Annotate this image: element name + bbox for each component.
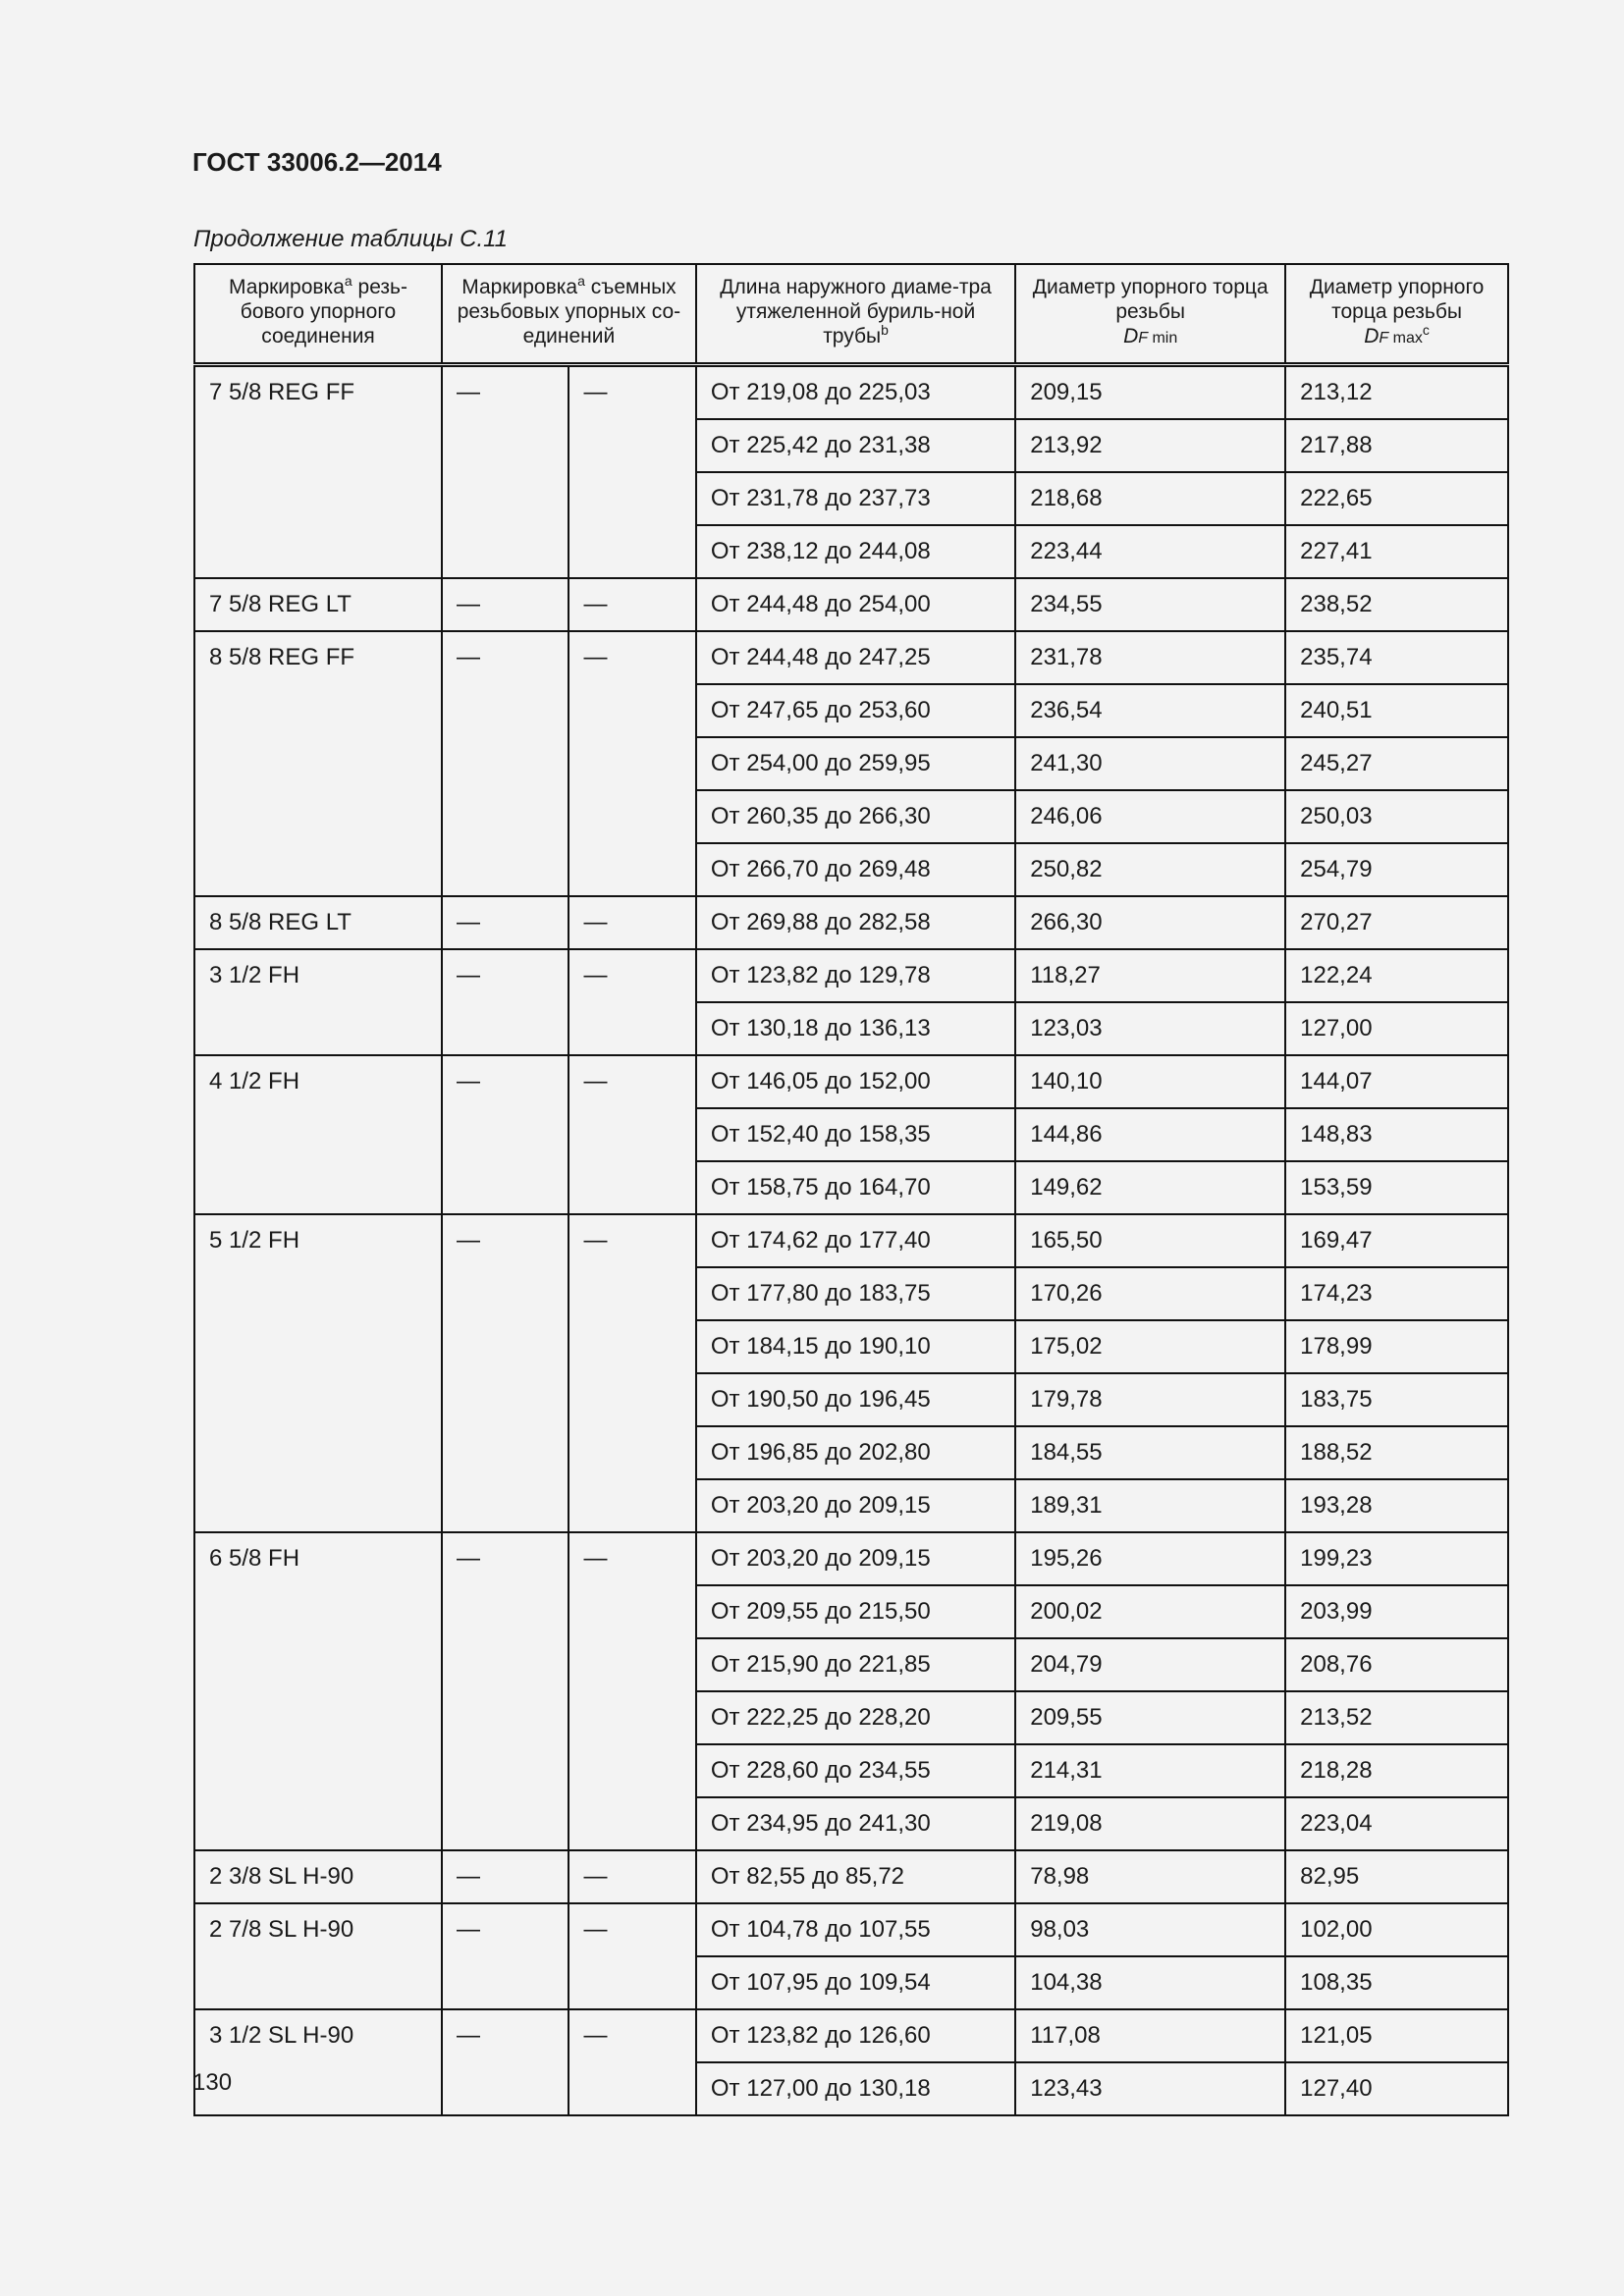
- cell-removable-2: —: [568, 896, 695, 949]
- table-caption: Продолжение таблицы С.11: [193, 226, 509, 252]
- table-row: [194, 1532, 1508, 1585]
- cell-dmin: 219,08: [1015, 1797, 1285, 1850]
- cell-dmin: 170,26: [1015, 1267, 1285, 1320]
- cell-removable-1: —: [442, 949, 568, 1055]
- cell-marking: 4 1/2 FH: [194, 1055, 442, 1214]
- cell-length-range: От 196,85 до 202,80: [696, 1426, 1015, 1479]
- cell-length-range: От 244,48 до 254,00: [696, 578, 1015, 631]
- cell-dmax: 217,88: [1285, 419, 1508, 472]
- cell-removable-2: —: [568, 631, 695, 896]
- cell-length-range: От 244,48 до 247,25: [696, 631, 1015, 684]
- cell-dmin: 123,03: [1015, 1002, 1285, 1055]
- cell-dmin: 241,30: [1015, 737, 1285, 790]
- cell-dmin: 98,03: [1015, 1903, 1285, 1956]
- cell-dmax: 174,23: [1285, 1267, 1508, 1320]
- header-dmin: Диаметр упорного торца резьбы DF min: [1015, 264, 1285, 364]
- page-number: 130: [192, 2069, 233, 2096]
- cell-removable-2: —: [568, 364, 695, 578]
- cell-dmax: 222,65: [1285, 472, 1508, 525]
- cell-dmin: 123,43: [1015, 2062, 1285, 2115]
- cell-length-range: От 266,70 до 269,48: [696, 843, 1015, 896]
- cell-dmax: 218,28: [1285, 1744, 1508, 1797]
- document-code: ГОСТ 33006.2—2014: [192, 147, 442, 177]
- cell-dmax: 169,47: [1285, 1214, 1508, 1267]
- cell-removable-1: —: [442, 896, 568, 949]
- cell-length-range: От 234,95 до 241,30: [696, 1797, 1015, 1850]
- cell-dmin: 184,55: [1015, 1426, 1285, 1479]
- cell-length-range: От 123,82 до 129,78: [696, 949, 1015, 1002]
- cell-removable-1: —: [442, 631, 568, 896]
- cell-dmax: 122,24: [1285, 949, 1508, 1002]
- table-row: [194, 2009, 1508, 2062]
- cell-length-range: От 107,95 до 109,54: [696, 1956, 1015, 2009]
- cell-length-range: От 238,12 до 244,08: [696, 525, 1015, 578]
- cell-dmin: 250,82: [1015, 843, 1285, 896]
- cell-dmin: 104,38: [1015, 1956, 1285, 2009]
- cell-dmax: 254,79: [1285, 843, 1508, 896]
- cell-length-range: От 269,88 до 282,58: [696, 896, 1015, 949]
- cell-dmax: 193,28: [1285, 1479, 1508, 1532]
- data-table: [193, 263, 1509, 2116]
- cell-length-range: От 82,55 до 85,72: [696, 1850, 1015, 1903]
- table-row: [194, 949, 1508, 1002]
- table-row: [194, 1903, 1508, 1956]
- cell-length-range: От 104,78 до 107,55: [696, 1903, 1015, 1956]
- cell-dmin: 118,27: [1015, 949, 1285, 1002]
- cell-dmin: 236,54: [1015, 684, 1285, 737]
- cell-dmax: 238,52: [1285, 578, 1508, 631]
- cell-dmax: 223,04: [1285, 1797, 1508, 1850]
- cell-removable-1: —: [442, 1214, 568, 1532]
- table-row: [194, 1214, 1508, 1267]
- cell-dmin: 246,06: [1015, 790, 1285, 843]
- table-body: [194, 364, 1508, 2115]
- cell-removable-1: —: [442, 2009, 568, 2115]
- cell-dmin: 234,55: [1015, 578, 1285, 631]
- cell-dmax: 213,52: [1285, 1691, 1508, 1744]
- cell-marking: 7 5/8 REG FF: [194, 364, 442, 578]
- cell-removable-1: —: [442, 1532, 568, 1850]
- cell-marking: 8 5/8 REG LT: [194, 896, 442, 949]
- cell-removable-2: —: [568, 1850, 695, 1903]
- cell-dmax: 127,00: [1285, 1002, 1508, 1055]
- header-marking: Маркировка$^a$ резь-бового упорного соединения: [194, 264, 442, 364]
- cell-marking: 8 5/8 REG FF: [194, 631, 442, 896]
- cell-length-range: От 254,00 до 259,95: [696, 737, 1015, 790]
- cell-dmax: 240,51: [1285, 684, 1508, 737]
- cell-removable-2: —: [568, 1055, 695, 1214]
- cell-marking: 6 5/8 FH: [194, 1532, 442, 1850]
- header-outer-length: Длина наружного диаме-тра утяжеленной буриль-ной трубы$^b$: [696, 264, 1015, 364]
- cell-length-range: От 228,60 до 234,55: [696, 1744, 1015, 1797]
- cell-dmax: 144,07: [1285, 1055, 1508, 1108]
- cell-dmin: 179,78: [1015, 1373, 1285, 1426]
- cell-dmax: 235,74: [1285, 631, 1508, 684]
- cell-length-range: От 152,40 до 158,35: [696, 1108, 1015, 1161]
- table-row: [194, 1055, 1508, 1108]
- cell-removable-1: —: [442, 1055, 568, 1214]
- header-removable-marking: Маркировка$^a$ съемных резьбовых упорных со-единений: [442, 264, 696, 364]
- cell-removable-2: —: [568, 1532, 695, 1850]
- cell-length-range: От 127,00 до 130,18: [696, 2062, 1015, 2115]
- cell-dmin: 218,68: [1015, 472, 1285, 525]
- cell-removable-1: —: [442, 1850, 568, 1903]
- cell-dmax: 108,35: [1285, 1956, 1508, 2009]
- cell-length-range: От 184,15 до 190,10: [696, 1320, 1015, 1373]
- cell-length-range: От 177,80 до 183,75: [696, 1267, 1015, 1320]
- cell-dmin: 78,98: [1015, 1850, 1285, 1903]
- cell-dmin: 189,31: [1015, 1479, 1285, 1532]
- cell-marking: 5 1/2 FH: [194, 1214, 442, 1532]
- cell-marking: 2 3/8 SL H-90: [194, 1850, 442, 1903]
- cell-dmax: 102,00: [1285, 1903, 1508, 1956]
- cell-length-range: От 203,20 до 209,15: [696, 1532, 1015, 1585]
- cell-dmin: 223,44: [1015, 525, 1285, 578]
- cell-length-range: От 231,78 до 237,73: [696, 472, 1015, 525]
- cell-length-range: От 215,90 до 221,85: [696, 1638, 1015, 1691]
- cell-dmin: 165,50: [1015, 1214, 1285, 1267]
- cell-dmin: 231,78: [1015, 631, 1285, 684]
- cell-length-range: От 190,50 до 196,45: [696, 1373, 1015, 1426]
- cell-length-range: От 158,75 до 164,70: [696, 1161, 1015, 1214]
- cell-length-range: От 209,55 до 215,50: [696, 1585, 1015, 1638]
- cell-dmax: 270,27: [1285, 896, 1508, 949]
- header-dmax: Диаметр упорного торца резьбы DF $\max^c$: [1285, 264, 1508, 364]
- cell-dmin: 209,55: [1015, 1691, 1285, 1744]
- cell-length-range: От 203,20 до 209,15: [696, 1479, 1015, 1532]
- cell-length-range: От 247,65 до 253,60: [696, 684, 1015, 737]
- cell-dmax: 121,05: [1285, 2009, 1508, 2062]
- cell-dmin: 195,26: [1015, 1532, 1285, 1585]
- cell-marking: 7 5/8 REG LT: [194, 578, 442, 631]
- cell-dmax: 82,95: [1285, 1850, 1508, 1903]
- cell-dmin: 214,31: [1015, 1744, 1285, 1797]
- cell-dmin: 204,79: [1015, 1638, 1285, 1691]
- cell-marking: 3 1/2 FH: [194, 949, 442, 1055]
- cell-dmax: 127,40: [1285, 2062, 1508, 2115]
- cell-dmin: 144,86: [1015, 1108, 1285, 1161]
- cell-dmin: 209,15: [1015, 364, 1285, 419]
- cell-length-range: От 174,62 до 177,40: [696, 1214, 1015, 1267]
- cell-dmax: 208,76: [1285, 1638, 1508, 1691]
- cell-length-range: От 260,35 до 266,30: [696, 790, 1015, 843]
- table-header-row: [194, 264, 1508, 364]
- cell-removable-1: —: [442, 364, 568, 578]
- cell-dmax: 203,99: [1285, 1585, 1508, 1638]
- cell-dmin: 117,08: [1015, 2009, 1285, 2062]
- cell-dmax: 148,83: [1285, 1108, 1508, 1161]
- cell-dmin: 213,92: [1015, 419, 1285, 472]
- cell-removable-2: —: [568, 578, 695, 631]
- table-row: [194, 578, 1508, 631]
- cell-length-range: От 130,18 до 136,13: [696, 1002, 1015, 1055]
- cell-length-range: От 219,08 до 225,03: [696, 364, 1015, 419]
- cell-removable-1: —: [442, 1903, 568, 2009]
- cell-length-range: От 123,82 до 126,60: [696, 2009, 1015, 2062]
- cell-dmax: 245,27: [1285, 737, 1508, 790]
- cell-dmax: 213,12: [1285, 364, 1508, 419]
- table-row: [194, 631, 1508, 684]
- cell-marking: 2 7/8 SL H-90: [194, 1903, 442, 2009]
- cell-removable-2: —: [568, 1214, 695, 1532]
- cell-dmax: 188,52: [1285, 1426, 1508, 1479]
- table-row: [194, 1850, 1508, 1903]
- cell-removable-2: —: [568, 1903, 695, 2009]
- cell-dmax: 227,41: [1285, 525, 1508, 578]
- cell-length-range: От 222,25 до 228,20: [696, 1691, 1015, 1744]
- cell-dmax: 250,03: [1285, 790, 1508, 843]
- cell-dmin: 200,02: [1015, 1585, 1285, 1638]
- cell-dmin: 266,30: [1015, 896, 1285, 949]
- cell-removable-2: —: [568, 949, 695, 1055]
- cell-length-range: От 146,05 до 152,00: [696, 1055, 1015, 1108]
- cell-dmax: 153,59: [1285, 1161, 1508, 1214]
- table-row: [194, 364, 1508, 419]
- cell-dmin: 149,62: [1015, 1161, 1285, 1214]
- cell-dmax: 178,99: [1285, 1320, 1508, 1373]
- cell-dmin: 140,10: [1015, 1055, 1285, 1108]
- cell-removable-1: —: [442, 578, 568, 631]
- cell-dmax: 199,23: [1285, 1532, 1508, 1585]
- cell-dmin: 175,02: [1015, 1320, 1285, 1373]
- cell-dmax: 183,75: [1285, 1373, 1508, 1426]
- cell-marking: 3 1/2 SL H-90: [194, 2009, 442, 2115]
- cell-length-range: От 225,42 до 231,38: [696, 419, 1015, 472]
- cell-removable-2: —: [568, 2009, 695, 2115]
- table-row: [194, 896, 1508, 949]
